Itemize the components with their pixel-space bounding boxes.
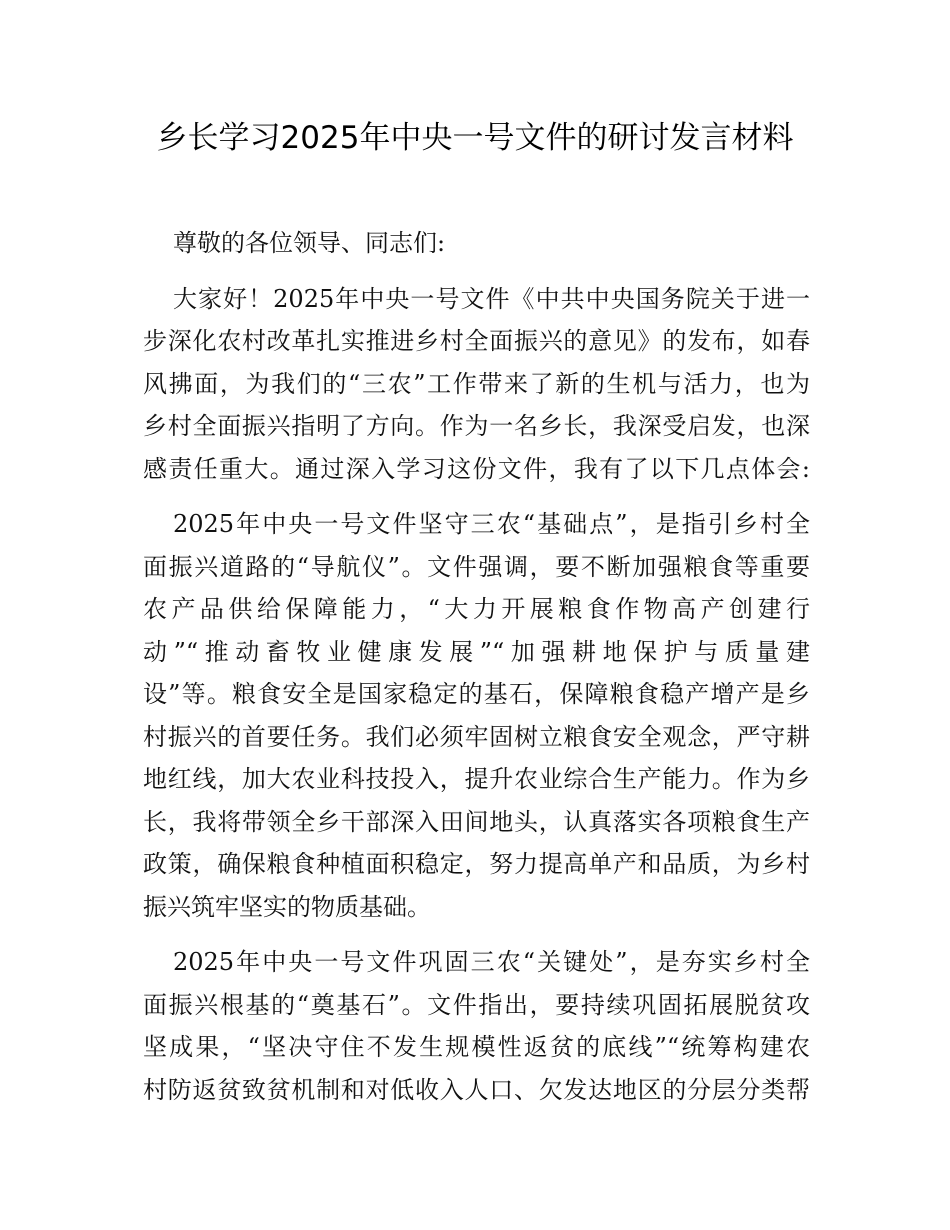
text-line: 政策，确保粮食种植面积稳定，努力提高单产和品质，为乡村 — [143, 850, 810, 878]
text-line: 振兴筑牢坚实的物质基础。 — [143, 892, 431, 921]
text-line: 长，我将带领全乡干部深入田间地头，认真落实各项粮食生产 — [143, 807, 810, 836]
document-title: 乡长学习2025年中央一号文件的研讨发言材料 — [156, 120, 794, 156]
intro-paragraph — [143, 278, 810, 491]
text-line: 2025年中央一号文件坚守三农“基础点”，是指引乡村全 — [173, 510, 810, 538]
text-line: 坚成果，“坚决守住不发生规模性返贫的底线”“统筹构建农 — [143, 1033, 810, 1061]
text-line: 村防返贫致贫机制和对低收入人口、欠发达地区的分层分类帮 — [143, 1075, 810, 1104]
document-body — [143, 222, 810, 1124]
salutation-line: 尊敬的各位领导、同志们: — [173, 229, 446, 257]
text-line: 农产品供给保障能力，“大力开展粮食作物高产创建行 — [143, 595, 810, 623]
text-line: 地红线，加大农业科技投入，提升农业综合生产能力。作为乡 — [143, 765, 810, 793]
text-line: 步深化农村改革扎实推进乡村全面振兴的意见》的发布，如春 — [143, 327, 810, 355]
salutation-paragraph — [143, 222, 810, 265]
point-one-paragraph — [143, 503, 810, 928]
text-line: 感责任重大。通过深入学习这份文件，我有了以下几点体会: — [143, 454, 810, 483]
text-line: 村振兴的首要任务。我们必须牢固树立粮食安全观念，严守耕 — [143, 722, 810, 751]
text-line: 动”“推动畜牧业健康发展”“加强耕地保护与质量建 — [143, 637, 810, 666]
text-line: 面振兴根基的“奠基石”。文件指出，要持续巩固拓展脱贫攻 — [143, 990, 810, 1019]
text-line: 设”等。粮食安全是国家稳定的基石，保障粮食稳产增产是乡 — [143, 680, 810, 708]
text-line: 大家好！2025年中央一号文件《中共中央国务院关于进一 — [173, 284, 810, 313]
text-line: 2025年中央一号文件巩固三农“关键处”，是夯实乡村全 — [173, 948, 810, 976]
text-line: 面振兴道路的“导航仪”。文件强调，要不断加强粮食等重要 — [143, 552, 810, 581]
text-line: 风拂面，为我们的“三农”工作带来了新的生机与活力，也为 — [143, 369, 810, 398]
text-line: 乡村全面振兴指明了方向。作为一名乡长，我深受启发，也深 — [143, 412, 810, 440]
point-two-paragraph — [143, 941, 810, 1111]
